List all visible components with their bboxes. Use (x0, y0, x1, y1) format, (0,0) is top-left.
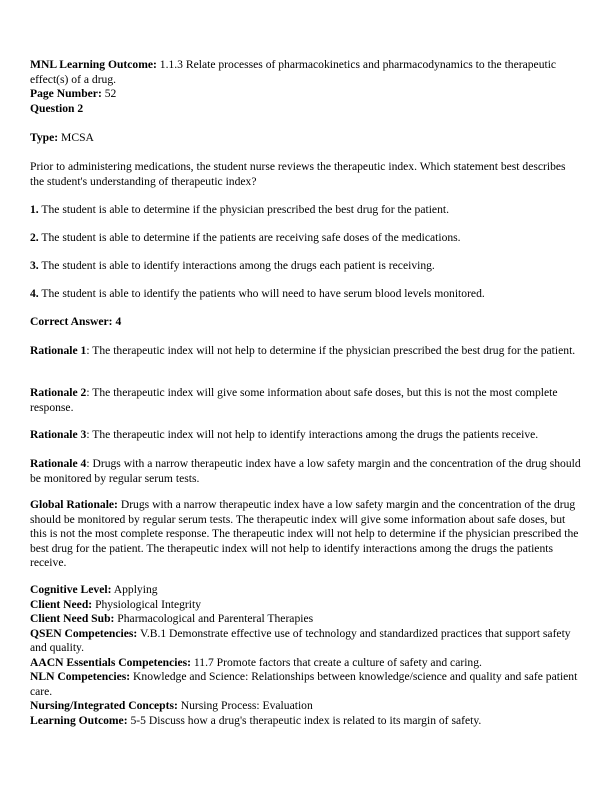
nln-competencies (30, 670, 582, 699)
cognitive-level (30, 583, 582, 598)
metadata-list (30, 583, 582, 728)
global-rationale-label: Global Rationale: (30, 498, 118, 511)
meta-value: Physiological Integrity (95, 597, 202, 611)
page-number-value: 52 (104, 87, 117, 100)
rationale-text: : The therapeutic index will not help to determine if the physician prescribed the best drug for the patient. (86, 344, 576, 357)
page-number (30, 87, 582, 102)
client-need-sub (30, 612, 582, 627)
meta-value: Nursing Process: Evaluation (180, 699, 313, 712)
option-text: The student is able to identify interactions among the drugs each patient is receiving. (41, 259, 435, 272)
rationale-label: Rationale 3 (30, 428, 87, 441)
option-1 (30, 203, 582, 218)
correct-answer-value: 4 (115, 315, 122, 328)
meta-label: Client Need: (30, 597, 93, 611)
option-text: The student is able to determine if the patients are receiving safe doses of the medications. (41, 231, 461, 244)
type-value: MCSA (61, 131, 94, 144)
meta-label: Learning Outcome: (30, 713, 128, 727)
learning-outcome (30, 714, 582, 729)
meta-value: 11.7 Promote factors that create a culture of safety and caring. (193, 655, 482, 669)
option-number: 4. (30, 287, 39, 300)
rationale-4 (30, 457, 582, 486)
question-stem: Prior to administering medications, the student nurse reviews the therapeutic index. Which statement best describes the student's understanding of therapeutic index? (30, 160, 566, 188)
meta-value: 5-5 Discuss how a drug's therapeutic index is related to its margin of safety. (130, 713, 482, 727)
question-header (30, 58, 582, 116)
correct-answer-label: Correct Answer: (30, 315, 113, 328)
mnl-value: 1.1.3 Relate processes of pharmacokinetics and pharmacodynamics to the therapeutic effect(s) of a drug. (30, 58, 557, 86)
option-number: 2. (30, 231, 39, 244)
integrated-concepts (30, 699, 582, 714)
question-title: Question 2 (30, 101, 84, 115)
option-2 (30, 231, 582, 246)
global-rationale (30, 498, 582, 571)
meta-label: AACN Essentials Competencies: (30, 655, 192, 669)
rationale-label: Rationale 2 (30, 386, 87, 399)
rationale-text: : Drugs with a narrow therapeutic index have a low safety margin and the concentration of the drug should be monitored by regular serum tests. (30, 457, 581, 485)
meta-value: V.B.1 Demonstrate effective use of technology and standardized practices that support safety and quality. (30, 626, 571, 654)
rationale-2 (30, 386, 582, 415)
rationale-3 (30, 428, 582, 443)
meta-label: QSEN Competencies: (30, 626, 138, 640)
option-number: 1. (30, 203, 39, 216)
correct-answer (30, 315, 582, 330)
meta-value: Applying (113, 583, 158, 596)
meta-label: Client Need Sub: (30, 612, 115, 625)
type-label: Type: (30, 131, 59, 144)
meta-label: NLN Competencies: (30, 670, 131, 683)
meta-label: Nursing/Integrated Concepts: (30, 699, 178, 712)
rationale-1 (30, 344, 582, 359)
page-number-label: Page Number: (30, 87, 102, 100)
option-text: The student is able to identify the patients who will need to have serum blood levels monitored. (41, 287, 485, 300)
rationale-text: : The therapeutic index will give some information about safe doses, but this is not the most complete response. (30, 386, 558, 414)
option-3 (30, 259, 582, 274)
mnl-label: MNL Learning Outcome: (30, 58, 157, 71)
aacn-competencies (30, 656, 582, 671)
rationale-text: : The therapeutic index will not help to identify interactions among the drugs the patients receive. (86, 428, 539, 441)
rationale-label: Rationale 1 (30, 344, 87, 357)
qsen-competencies (30, 627, 582, 656)
option-4 (30, 287, 582, 302)
meta-value: Knowledge and Science: Relationships between knowledge/science and quality and safe patient care. (30, 670, 578, 698)
option-number: 3. (30, 259, 39, 272)
mnl-learning-outcome (30, 58, 582, 87)
question-type (30, 131, 582, 146)
option-text: The student is able to determine if the physician prescribed the best drug for the patient. (41, 203, 449, 216)
rationale-label: Rationale 4 (30, 457, 87, 470)
meta-value: Pharmacological and Parenteral Therapies (117, 612, 314, 625)
global-rationale-text: Drugs with a narrow therapeutic index have a low safety margin and the concentration of the drug should be monitored by regular serum tests. The therapeutic index will give some information about safe doses, but this is not the most complete response. The therapeutic index will not help to determine if the physician prescribed the best drug for the patient. The therapeutic index will not help to identify interactions among the drugs the patients receive. (30, 498, 579, 569)
meta-label: Cognitive Level: (30, 583, 112, 596)
client-need (30, 598, 582, 613)
